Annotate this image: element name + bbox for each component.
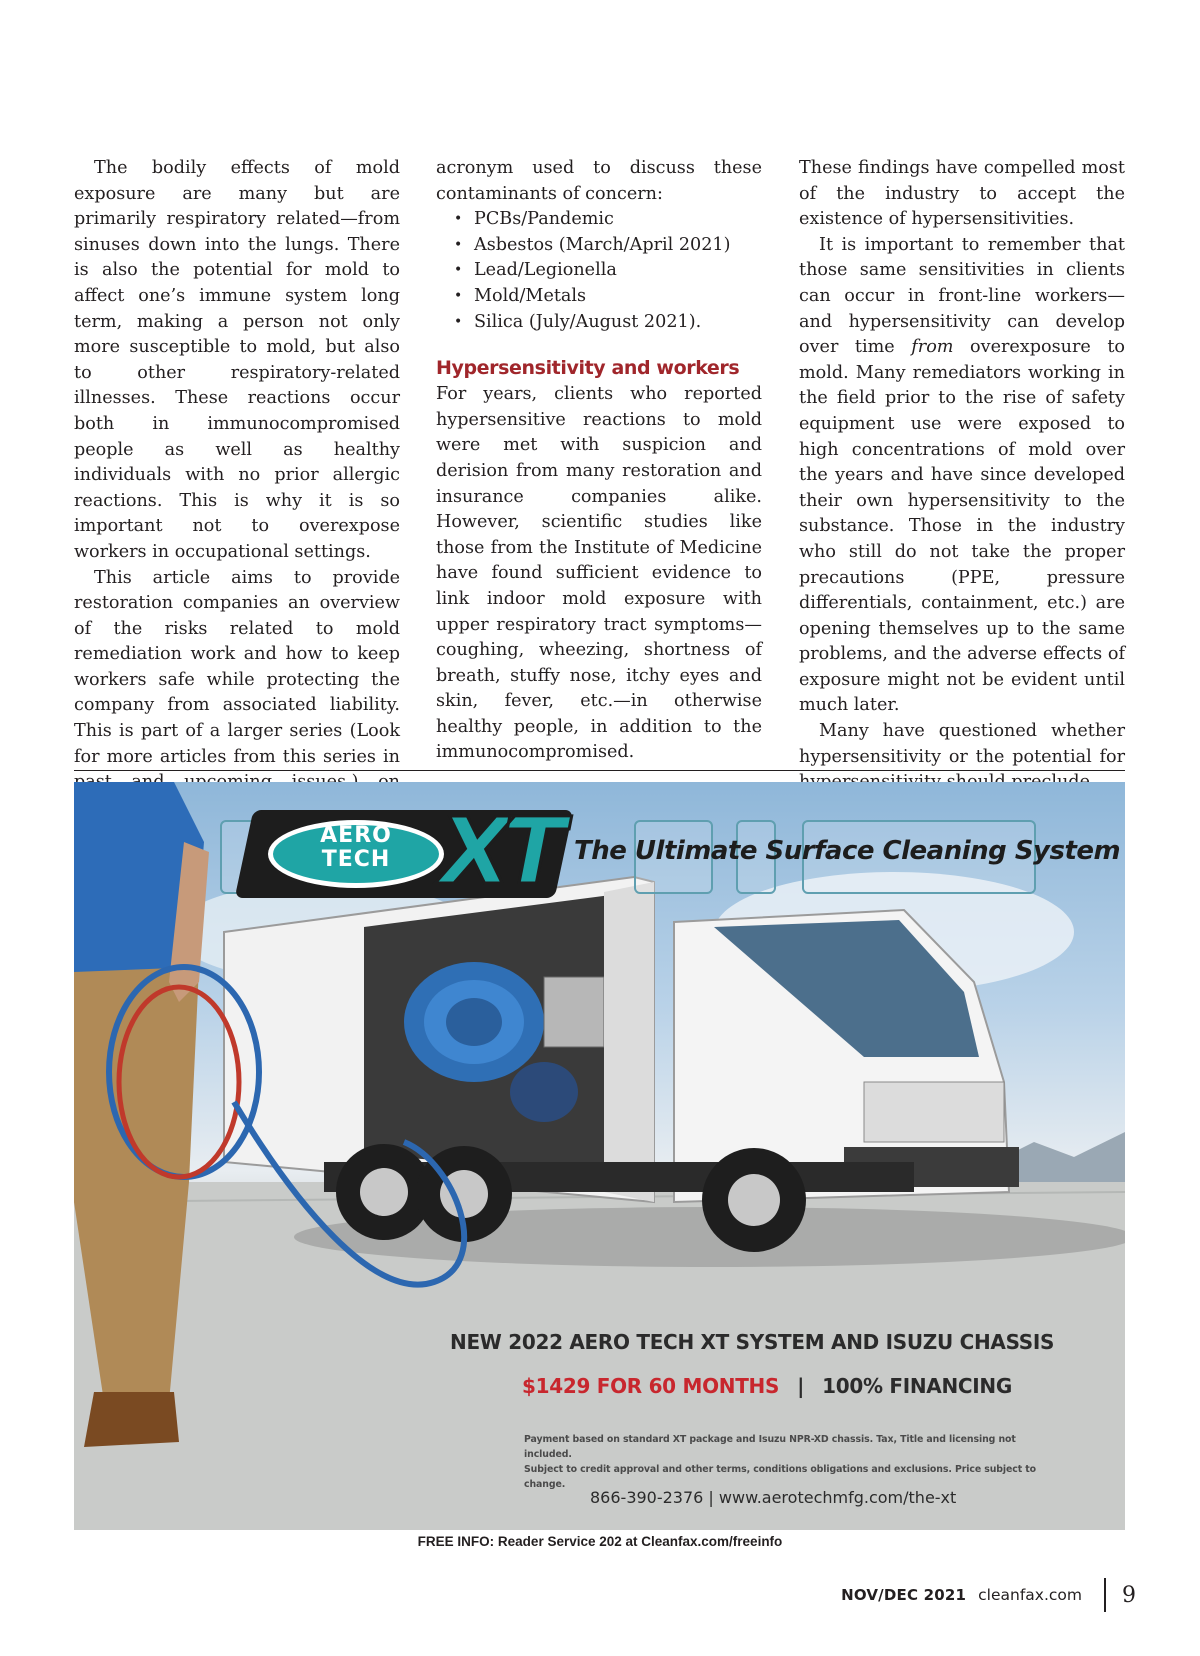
- article-paragraph: This article aims to provide restoration companies an overview of the risks related to mold remediation work and how to keep workers safe while protecting the company from associated liability. This is part of a larger series (Look for more articles from this series in: [74, 567, 400, 767]
- ad-separator: |: [797, 1374, 805, 1398]
- emphasis-text: from: [911, 337, 954, 358]
- list-item: • PCBs/Pandemic: [454, 207, 762, 233]
- article-paragraph: Many have questioned whether hypersensitivity or the potential for: [799, 721, 1125, 767]
- xt-logo: XT: [440, 798, 558, 905]
- ad-headline: NEW 2022 AERO TECH XT SYSTEM AND ISUZU CHASSIS: [450, 1330, 1055, 1354]
- list-item: • Silica (July/August 2021).: [454, 310, 762, 336]
- aerotech-banner: [244, 798, 1121, 905]
- divider-rule: [74, 770, 1125, 771]
- page-number: 9: [1122, 1582, 1136, 1608]
- fine-print-line: Payment based on standard XT package and Isuzu NPR-XD chassis. Tax, Title and licensing not included.: [524, 1434, 1016, 1460]
- aerotech-advertisement[interactable]: [74, 782, 1125, 1530]
- article-paragraph: For years, clients who reported hypersensitive reactions to mold were met with suspicion and derision from many restoration and insurance companies alike. However, scientific studies like those from the Institute of Medicine have found sufficient evidence to link indoor mold exposure with upper respiratory tract symptoms—coughing, wheezing, shortness of breath, stuffy nose, itchy eyes and skin, fever, etc.—in otherwise healthy people, in addition to the immunocompromised.: [436, 384, 762, 763]
- logo-line: AERO: [320, 823, 392, 848]
- article-paragraph: The bodily effects of mold exposure are many but are primarily respiratory related—from sinuses down into the lungs. There is also the potential for mold to affect one’s immune system long term, making a person not only more susceptible to mold, but also to other respiratory-related illnesses. These reactions occur both in immunocompromised people as well as healthy individuals with no prior allergic reactions. This is why it is so important not to overexpose workers in occupational settings.: [74, 158, 400, 562]
- list-item: • Lead/Legionella: [454, 258, 762, 284]
- ad-financing: 100% FINANCING: [822, 1374, 1012, 1398]
- article-column-3: [799, 156, 1125, 796]
- folio-divider: [1104, 1578, 1106, 1612]
- article-paragraph: [799, 233, 1125, 719]
- ad-fine-print: [524, 1432, 1064, 1492]
- fine-print-line: Subject to credit approval and other terms, conditions obligations and exclusions. Price subject to change.: [524, 1464, 1036, 1490]
- ad-tagline: The Ultimate Surface Cleaning System: [574, 836, 1121, 866]
- ad-price-row: [522, 1374, 1012, 1398]
- paragraph-text: It is important to remember that those same sensitivities in clients can occur in front-line workers—and hypersensitivity can develop over time: [799, 234, 1125, 358]
- ad-price: $1429 FOR 60 MONTHS: [522, 1374, 780, 1398]
- paragraph-text: overexposure to mold. Many remediators working in the field prior to the rise of safety equipment use were exposed to high concentrations of mold over the years and have since developed their own hypersensitivity to the substance. Those in the industry who still do not take the proper precautions (PPE, pressure differentials, containment, etc.) are opening themselves up to the same problems, and the adverse effects of exposure might not be evident until much later.: [799, 337, 1125, 716]
- list-item: • Mold/Metals: [454, 284, 762, 310]
- site-name: cleanfax.com: [978, 1586, 1082, 1604]
- free-info-line[interactable]: FREE INFO: Reader Service 202 at Cleanfax.com/freeinfo: [417, 1534, 783, 1549]
- section-subhead: Hypersensitivity and workers: [436, 357, 740, 380]
- article-column-2: [436, 156, 762, 766]
- article-paragraph: These findings have compelled most of the industry to accept the existence of hypersensitivities.: [799, 158, 1125, 230]
- article-paragraph: acronym used to discuss these contaminants of concern:: [436, 158, 762, 204]
- page-folio: [841, 1578, 1136, 1612]
- logo-line: TECH: [321, 847, 391, 872]
- list-item: • Asbestos (March/April 2021): [454, 233, 762, 259]
- aerotech-logo-text: [268, 824, 444, 872]
- contaminant-list: [436, 207, 762, 335]
- article-column-1: [74, 156, 400, 821]
- ad-contact-link[interactable]: 866-390-2376 | www.aerotechmfg.com/the-xt: [590, 1488, 957, 1507]
- issue-date: NOV/DEC 2021: [841, 1586, 967, 1604]
